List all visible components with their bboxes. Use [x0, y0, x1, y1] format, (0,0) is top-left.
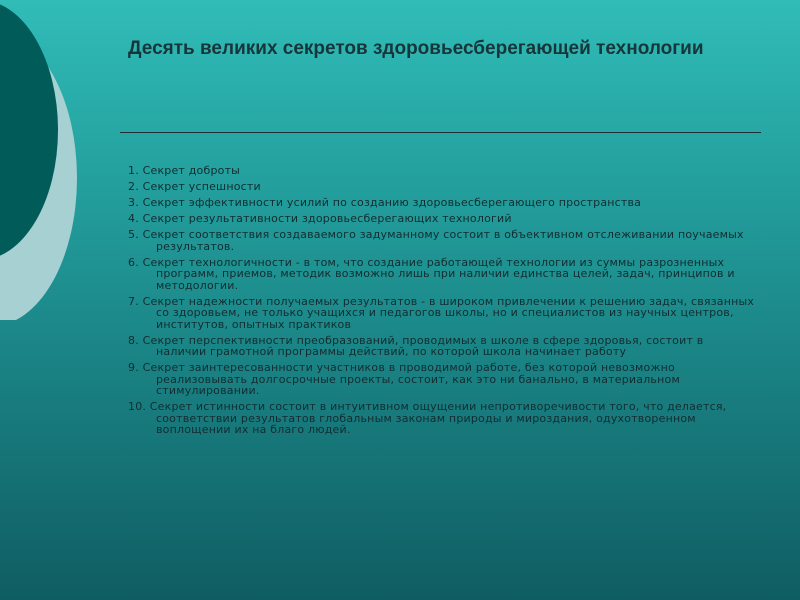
decorative-circles [0, 0, 120, 320]
list-item: 4. Секрет результативности здоровьесберегающих технологий [128, 212, 512, 225]
list-item: 7. Секрет надежности получаемых результатов - в широком привлечении к решению задач, связанных со здоровьем, не только учащихся и педагогов школы, но и специалистов из научных центров, институтов, опытных практиков [128, 294, 755, 331]
list-item: 9. Секрет заинтересованности участников в проводимой работе, без которой невозможно реализовывать долгосрочные проекты, состоит, как это ни банально, в материальном стимулировании. [128, 361, 680, 397]
list-item: 2. Секрет успешности [128, 180, 261, 193]
secrets-list [128, 165, 756, 440]
list-item: 1. Секрет доброты [128, 164, 241, 177]
list-item: 8. Секрет перспективности преобразований, проводимых в школе в сфере здоровья, состоит в наличии грамотной программы действий, по которой школа начинает работу [128, 333, 704, 358]
slide-title: Десять великих секретов здоровьесберегающей технологии [128, 38, 704, 59]
list-item: 6. Секрет технологичности - в том, что создание работающей технологии из суммы разрозненных программ, приемов, методик возможно лишь при наличии единства целей, задач, принципов и методологии. [128, 255, 735, 292]
list-item: 5. Секрет соответствия создаваемого задуманному состоит в объективном отслеживании поучаемых результатов. [128, 228, 744, 253]
title-divider [120, 132, 761, 133]
list-item: 3. Секрет эффективности усилий по созданию здоровьесберегающего пространства [128, 196, 642, 209]
list-item: 10. Секрет истинности состоит в интуитивном ощущении непротиворечивости того, что делается, соответствии результатов глобальным законам природы и мироздания, одухотворенном воплощении их на благо людей. [128, 400, 727, 436]
